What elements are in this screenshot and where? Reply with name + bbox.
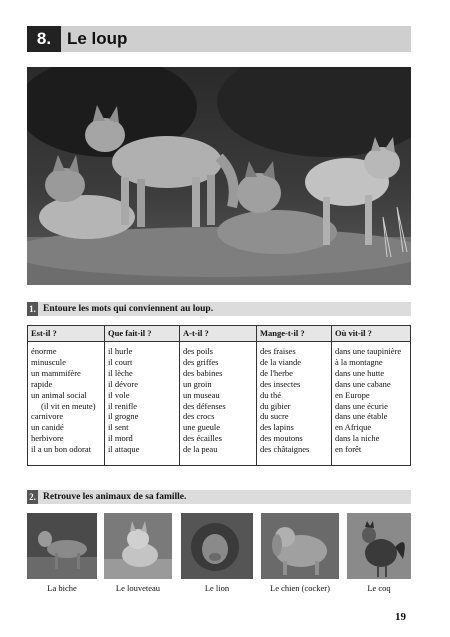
word-item[interactable]: des insectes — [260, 378, 301, 389]
word-item[interactable]: il attaque — [108, 444, 140, 455]
word-item[interactable]: du thé — [260, 389, 282, 400]
column-ou-vit-il — [331, 326, 410, 465]
animal-photo-coq[interactable] — [347, 513, 411, 579]
word-item[interactable]: des lapins — [260, 422, 294, 433]
column-items — [260, 346, 309, 455]
word-item[interactable]: il grogne — [108, 411, 139, 422]
section-1-instruction: Entoure les mots qui conviennent au loup. — [43, 304, 214, 314]
word-item[interactable]: dans une taupinière — [335, 346, 402, 356]
animal-photo-biche[interactable] — [27, 513, 97, 579]
column-header: Que fait-il ? — [108, 328, 152, 338]
word-item[interactable]: il hurle — [108, 346, 133, 356]
animal-label: Le chien (cocker) — [270, 583, 330, 593]
column-items — [335, 346, 401, 455]
word-item[interactable]: un canidé — [31, 422, 64, 433]
animal-label: La biche — [47, 583, 77, 593]
word-item[interactable]: des poils — [183, 346, 213, 356]
word-item[interactable]: du gibier — [260, 400, 291, 411]
section-2-heading — [27, 490, 411, 504]
word-item[interactable]: des moutons — [260, 433, 303, 444]
word-item[interactable]: énorme — [31, 346, 57, 356]
word-item[interactable]: en Afrique — [335, 422, 372, 433]
column-items — [183, 346, 226, 455]
word-item[interactable]: en Europe — [335, 389, 370, 400]
word-item[interactable]: des fraises — [260, 346, 296, 356]
column-est-il — [28, 326, 104, 465]
word-item[interactable]: il sent — [108, 422, 129, 433]
chapter-title: Le loup — [67, 29, 128, 48]
word-item[interactable]: dans une hutte — [335, 367, 385, 378]
column-a-t-il — [179, 326, 256, 465]
animal-photo-chien-cocker[interactable] — [261, 513, 339, 579]
vocabulary-table — [27, 325, 411, 466]
animal-photo-lion[interactable] — [181, 513, 253, 579]
word-item[interactable]: dans une cabane — [335, 378, 391, 389]
word-item[interactable]: dans une étable — [335, 411, 388, 422]
word-item[interactable]: de la viande — [260, 356, 302, 367]
column-header: A-t-il ? — [183, 328, 209, 338]
column-header: Mange-t-il ? — [260, 328, 305, 338]
wolves-photo — [27, 67, 411, 285]
word-item[interactable]: carnivore — [31, 411, 64, 422]
word-item[interactable]: un groin — [183, 378, 212, 389]
word-item[interactable]: il lèche — [108, 367, 133, 378]
word-item[interactable]: de la peau — [183, 444, 218, 455]
animal-label: Le lion — [204, 583, 230, 593]
animal-label: Le louveteau — [115, 583, 161, 593]
word-item[interactable]: des crocs — [183, 411, 215, 422]
word-item[interactable]: il dévore — [108, 378, 138, 389]
column-items — [31, 346, 96, 455]
word-item[interactable]: rapide — [31, 378, 53, 389]
section-1-heading — [27, 302, 411, 316]
column-que-fait-il — [104, 326, 179, 465]
animal-photo-louveteau[interactable] — [104, 513, 172, 579]
word-item[interactable]: un animal social — [31, 389, 87, 400]
word-item[interactable]: il mord — [108, 433, 133, 444]
word-item[interactable]: en forêt — [335, 444, 362, 455]
chapter-number: 8. — [27, 26, 61, 52]
word-item[interactable]: minuscule — [31, 356, 66, 367]
word-item[interactable]: il a un bon odorat — [31, 444, 91, 455]
chapter-title-bar — [27, 26, 411, 52]
word-item[interactable]: du sucre — [260, 411, 289, 422]
column-mange-t-il — [256, 326, 331, 465]
section-2-number: 2. — [27, 490, 38, 504]
word-item[interactable]: il vole — [108, 389, 130, 400]
column-header: Est-il ? — [31, 328, 57, 338]
word-item[interactable]: des écailles — [183, 433, 222, 444]
word-item[interactable]: herbivore — [31, 433, 64, 444]
word-item[interactable]: à la montagne — [335, 356, 383, 367]
word-item[interactable]: un mammifère — [31, 367, 81, 378]
word-item[interactable]: dans la niche — [335, 433, 380, 444]
animal-label: Le coq — [367, 583, 391, 593]
word-item[interactable]: des châtaignes — [260, 444, 310, 455]
word-item[interactable]: un museau — [183, 389, 220, 400]
word-item[interactable]: il court — [108, 356, 133, 367]
word-item[interactable]: une gueule — [183, 422, 221, 433]
column-items — [108, 346, 139, 455]
word-item: (il vit en meute) — [41, 400, 96, 411]
section-1-number: 1. — [27, 302, 38, 316]
word-item[interactable]: de l'herbe — [260, 367, 293, 378]
page-number: 19 — [395, 611, 406, 623]
word-item[interactable]: des griffes — [183, 356, 219, 367]
column-header: Où vit-il ? — [335, 328, 372, 338]
section-2-instruction: Retrouve les animaux de sa famille. — [43, 492, 187, 502]
word-item[interactable]: il renifle — [108, 400, 138, 411]
word-item[interactable]: dans une écurie — [335, 400, 388, 411]
word-item[interactable]: des babines — [183, 367, 223, 378]
word-item[interactable]: des défenses — [183, 400, 226, 411]
